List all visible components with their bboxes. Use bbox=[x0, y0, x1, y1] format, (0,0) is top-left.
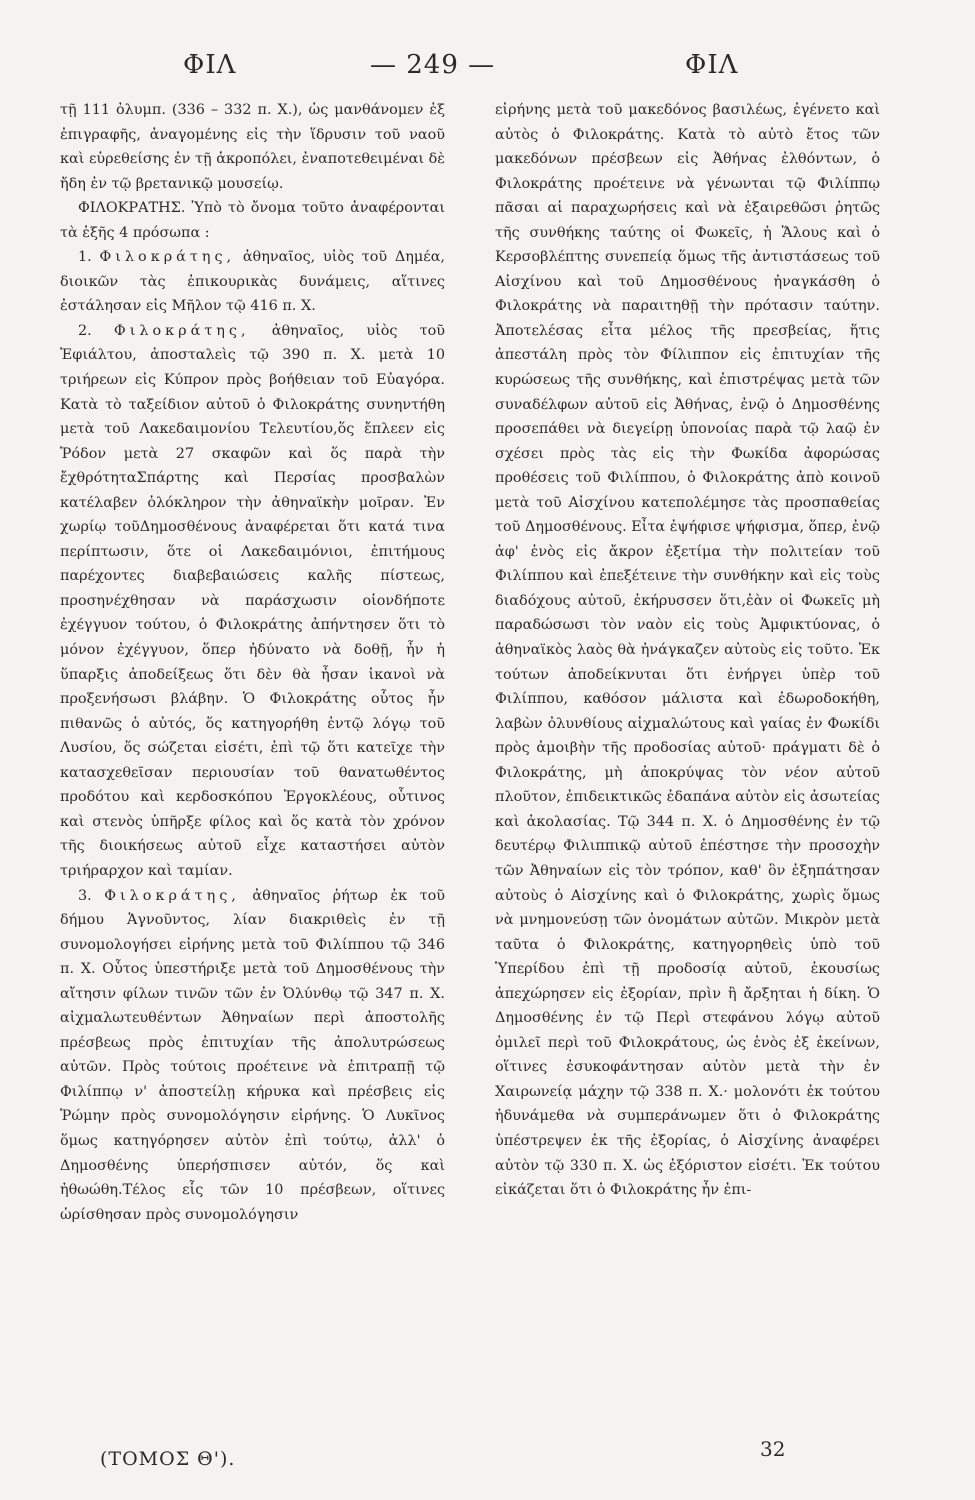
subentry-number: 3. bbox=[78, 887, 105, 904]
entry-intro: Ὑπὸ τὸ ὄνομα τοῦτο ἀναφέρονται τὰ ἑξῆς 4 πρόσωπα : bbox=[60, 200, 445, 241]
subentry-name: Φιλοκράτης, bbox=[104, 887, 240, 904]
subentry-name: Φιλοκράτης, bbox=[113, 322, 250, 339]
page-number: — 249 — bbox=[370, 50, 496, 80]
right-column bbox=[495, 98, 880, 1203]
subentry-name: Φιλοκράτης, bbox=[99, 249, 236, 266]
header-right-keyword: ΦΙΛ bbox=[685, 50, 739, 80]
entry-philokrates bbox=[60, 196, 445, 245]
paragraph-continuation: εἰρήνης μετὰ τοῦ μακεδόνος βασιλέως, ἐγένετο καὶ αὐτὸς ὁ Φιλοκράτης. Κατὰ τὸ αὐτὸ ἔτος τῶν μακεδόνων πρέσβεων εἰς Ἀθήνας ἐλθόντων, ὁ Φιλοκράτης προέτεινε νὰ γένωνται τῷ Φιλίππῳ πᾶσαι αἱ παραχωρήσεις καὶ νὰ ἐξαιρεθῶσι ῥητῶς τῆς συνθήκης ταύτης οἱ Φωκεῖς, ἡ Ἅλους καὶ ὁ Κερσοβλέπτης συνεπείᾳ ὅμως τῆς ἀντιστάσεως τοῦ Αἰσχίνου καὶ τοῦ Δημοσθένους ἠναγκάσθη ὁ Φιλοκράτης νὰ παραιτηθῇ τὴν πρότασιν ταύτην. Ἀποτελέσας εἶτα μέλος τῆς πρεσβείας, ἥτις ἀπεστάλη πρὸς τὸν Φίλιππον εἰς ἐπιτυχίαν τῆς κυρώσεως τῆς συνθήκης, καὶ ἐπιστρέψας μετὰ τῶν συναδέλφων αὐτοῦ εἰς Ἀθήνας, ἐνῷ ὁ Δημοσθένης προσεπάθει νὰ διεγείρῃ ὑπονοίας παρὰ τῷ λαῷ ἐν σχέσει πρὸς τὰς εἰς τὴν Φωκίδα ἀφορώσας προθέσεις τοῦ Φιλίππου, ὁ Φιλοκράτης ἀπὸ κοινοῦ μετὰ τοῦ Αἰσχίνου κατεπολέμησε τὰς προσπαθείας τοῦ Δημοσθένους. Εἶτα ἐψήφισε ψήφισμα, ὅπερ, ἐνῷ ἀφ' ἑνὸς εἰς ἄκρον ἐξετίμα τὴν πολιτείαν τοῦ Φιλίππου καὶ ἐπεξέτεινε τὴν συνθήκην καὶ εἰς τοὺς διαδόχους αὐτοῦ, ἐκήρυσσεν ὅτι,ἐὰν οἱ Φωκεῖς μὴ παραδώσωσι τὸν ναὸν εἰς τοὺς Ἀμφικτύονας, ὁ ἀθηναϊκὸς λαὸς θὰ ἠνάγκαζεν αὐτοὺς εἰς τοῦτο. Ἐκ τούτων ἀποδείκνυται ὅτι ἐνήργει ὑπὲρ τοῦ Φιλίππου, καθόσον μάλιστα καὶ ἐδωροδοκήθη, λαβὼν ὀλυνθίους αἰχμαλώτους καὶ γαίας ἐν Φωκίδι πρὸς ἀμοιβὴν τῆς προδοσίας αὐτοῦ· πράγματι δὲ ὁ Φιλοκράτης, μὴ ἀποκρύψας τὸν νέον αὐτοῦ πλοῦτον, ἐπιδεικτικῶς ἐδαπάνα αὐτὸν εἰς ἀσωτείας καὶ ἀκολασίας. Τῷ 344 π. Χ. ὁ Δημοσθένης ἐν τῷ δευτέρῳ Φιλιππικῷ αὐτοῦ ἐπέστησε τὴν προσοχὴν τῶν Ἀθηναίων εἰς τὸν τρόπον, καθ' ὃν ἐξηπάτησαν αὐτοὺς ὁ Αἰσχίνης καὶ ὁ Φιλοκράτης, χωρὶς ὅμως νὰ μνημονεύσῃ τῶν ὀνομάτων αὐτῶν. Μικρὸν μετὰ ταῦτα ὁ Φιλοκράτης, κατηγορηθεὶς ὑπὸ τοῦ Ὑπερίδου ἐπὶ τῇ προδοσίᾳ αὐτοῦ, ἑκουσίως ἀπεχώρησεν εἰς ἐξορίαν, πρὶν ἢ ἄρξηται ἡ δίκη. Ὁ Δημοσθένης ἐν τῷ Περὶ στεφάνου λόγῳ αὐτοῦ ὁμιλεῖ περὶ τοῦ Φιλοκράτους, ὡς ἑνὸς ἐξ ἐκείνων, οἵτινες ἐσυκοφάντησαν αὐτὸν μετὰ τὴν ἐν Χαιρωνείᾳ μάχην τῷ 338 π. Χ.· μολονότι ἐκ τούτου ἠδυνάμεθα νὰ συμπεράνωμεν ὅτι ὁ Φιλοκράτης ὑπέστρεψεν ἐκ τῆς ἐξορίας, ὁ Αἰσχίνης ἀναφέρει αὐτὸν τῷ 330 π. Χ. ὡς ἐξόριστον εἰσέτι. Ἐκ τούτου εἰκάζεται ὅτι ὁ Φιλοκράτης ἦν ἐπι- bbox=[495, 102, 880, 1199]
subentry-3 bbox=[60, 884, 445, 1228]
running-header bbox=[0, 42, 975, 92]
paragraph-continuation: τῇ 111 ὀλυμπ. (336 – 332 π. Χ.), ὡς μανθάνομεν ἐξ ἐπιγραφῆς, ἀναγομένης εἰς τὴν ἵδρυσιν τοῦ ναοῦ καὶ εὑρεθείσης ἐν τῇ ἀκροπόλει, ἐναποτεθειμέναι δὲ ἤδη ἐν τῷ βρετανικῷ μουσείῳ. bbox=[60, 102, 445, 192]
subentry-text: ἀθηναῖος, υἱὸς τοῦ Ἐφιάλτου, ἀποσταλεὶς τῷ 390 π. Χ. μετὰ 10 τριήρεων εἰς Κύπρον πρὸς βοήθειαν τοῦ Εὐαγόρα. Κατὰ τὸ ταξείδιον αὐτοῦ ὁ Φιλοκράτης συνηντήθη μετὰ τοῦ Λακεδαιμονίου Τελευτίου,ὅς ἔπλεεν εἰς Ῥόδον μετὰ 27 σκαφῶν καὶ ὅς παρὰ τὴν ἔχθρότηταΣπάρτης καὶ Περσίας προσβαλὼν κατέλαβεν ὁλόκληρον τὴν ἀθηναϊκὴν μοῖραν. Ἐν χωρίῳ τοῦΔημοσθένους ἀναφέρεται ὅτι κατά τινα περίπτωσιν, ὅτε οἱ Λακεδαιμόνιοι, ἐπιτήμους παρέχοντες διαβεβαιώσεις καλῆς πίστεως, προσηνέχθησαν νὰ παράσχωσιν οἱονδήποτε ἐχέγγυον τούτου, ὁ Φιλοκράτης ἀπήντησεν ὅτι τὸ μόνον ἐχέγγυον, ὅπερ ἠδύνατο νὰ δοθῇ, ἦν ἡ ὕπαρξις ἀποδείξεως ὅτι δὲν θὰ ἦσαν ἱκανοὶ νὰ προξενήσωσι βλάβην. Ὁ Φιλοκράτης οὗτος ἦν πιθανῶς ὁ αὐτός, ὅς κατηγορήθη ἐντῷ λόγῳ τοῦ Λυσίου, ὅς σώζεται εἰσέτι, ἐπὶ τῷ ὅτι κατεῖχε τὴν κατασχεθεῖσαν περιουσίαν τοῦ θανατωθέντος προδότου καὶ κερδοσκόπου Ἐργοκλέους, οὗτινος καὶ στενὸς ὑπῆρξε φίλος καὶ ὅς κατὰ τὸν χρόνον τῆς διοικήσεως αὐτοῦ εἶχε καταστήσει αὐτὸν τριήραρχον καὶ ταμίαν. bbox=[60, 322, 445, 879]
subentry-number: 2. bbox=[78, 322, 114, 339]
subentry-2 bbox=[60, 319, 445, 884]
subentry-text: ἀθηναῖος ῥήτωρ ἐκ τοῦ δήμου Ἁγνοῦντος, λίαν διακριθεὶς ἐν τῇ συνομολογήσει εἰρήνης μετὰ τοῦ Φιλίππου τῷ 346 π. Χ. Οὗτος ὑπεστήριξε μετὰ τοῦ Δημοσθένους τὴν αἴτησιν φίλων τινῶν τῶν ἐν Ὀλύνθῳ τῷ 347 π. Χ. αἰχμαλωτευθέντων Ἀθηναίων περὶ ἀποστολῆς πρέσβεως πρὸς ἐπιτυχίαν τῆς ἀπολυτρώσεως αὐτῶν. Πρὸς τούτοις προέτεινε νὰ ἐπιτραπῇ τῷ Φιλίππῳ ν' ἀποστείλῃ κήρυκα καὶ πρέσβεις εἰς Ῥώμην πρὸς συνομολόγησιν εἰρήνης. Ὁ Λυκῖνος ὅμως κατηγόρησεν αὐτὸν ἐπὶ τούτῳ, ἀλλ' ὁ Δημοσθένης ὑπερήσπισεν αὐτόν, ὅς καὶ ἠθωώθη.Τέλος εἷς τῶν 10 πρέσβεων, οἵτινες ὡρίσθησαν πρὸς συνομολόγησιν bbox=[60, 887, 445, 1223]
left-column bbox=[60, 98, 445, 1227]
subentry-text: ἀθηναῖος, υἱὸς τοῦ Δημέα, διοικῶν τὰς ἐπικουρικὰς δυνάμεις, αἵτινες ἐστάλησαν εἰς Μῆλον τῷ 416 π. Χ. bbox=[60, 249, 446, 315]
signature-mark: 32 bbox=[760, 1437, 786, 1461]
subentry-1 bbox=[60, 245, 445, 319]
subentry-number: 1. bbox=[78, 249, 100, 266]
volume-label: (ΤΟΜΟΣ Θ'). bbox=[100, 1448, 236, 1470]
header-left-keyword: ΦΙΛ bbox=[183, 50, 237, 80]
entry-headword: ΦΙΛΟΚΡΑΤΗΣ. bbox=[78, 200, 186, 217]
